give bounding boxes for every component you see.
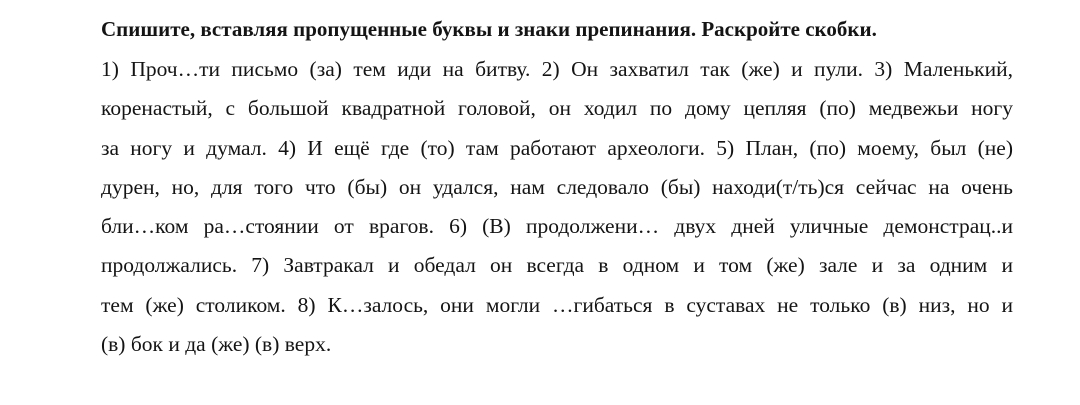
exercise-sheet (101, 14, 1013, 364)
text-line-1: 1) Проч…ти письмо (за) тем иди на битву. 2) Он захватил так (же) и пули. 3) Маленький, (101, 57, 1013, 81)
text-line-6: продолжались. 7) Завтракал и обедал он всегда в одном и том (же) зале и за одним и (101, 253, 1013, 278)
text-line-2: коренастый, с большой квадратной головой, он ходил по дому цепляя (по) медвежьи ногу (101, 96, 1013, 121)
text-line-8: (в) бок и да (же) (в) верх. (101, 332, 332, 357)
text-line-4: дурен, но, для того что (бы) он удался, нам следовало (бы) находи(т/ть)ся сейчас на очень (101, 174, 1013, 199)
text-line-3: за ногу и думал. 4) И ещё где (то) там работают археологи. 5) План, (по) моему, был (не) (101, 135, 1013, 160)
text-line-5: бли…ком ра…стоянии от врагов. 6) (В) продолжени… двух дней уличные демонстрац..и (101, 214, 1013, 239)
text-line-7: тем (же) столиком. 8) К…залось, они могли …гибаться в суставах не только (в) низ, но и (101, 292, 1013, 317)
exercise-title: Спишите, вставляя пропущенные буквы и знаки препинания. Раскройте скобки. (101, 17, 877, 41)
